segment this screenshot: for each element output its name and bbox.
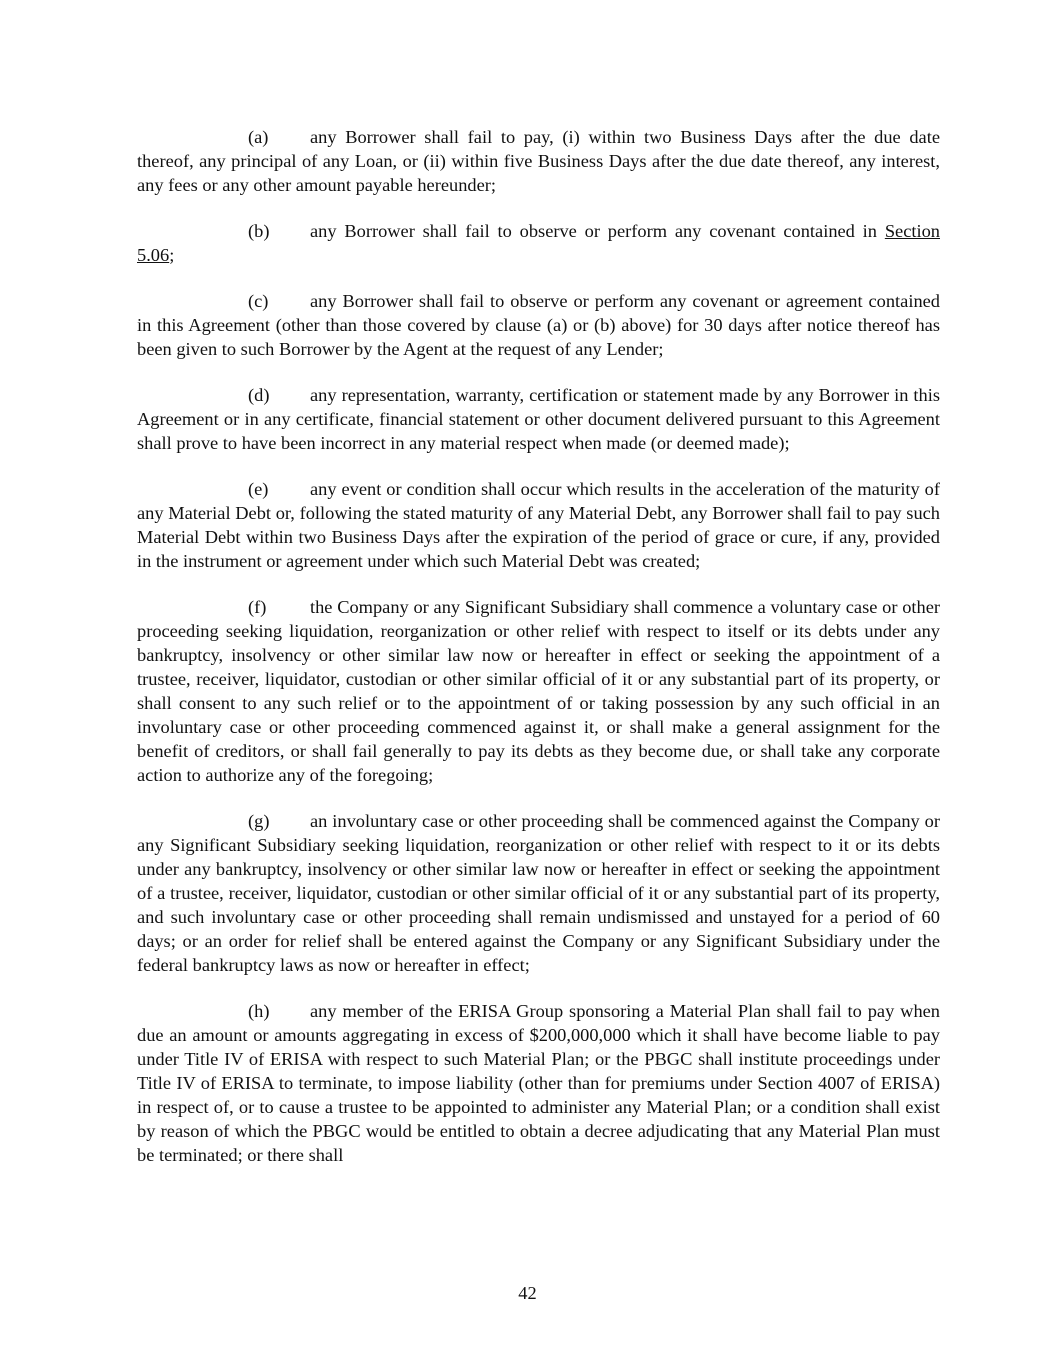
clause-h <box>137 999 940 1167</box>
clause-c-text: any Borrower shall fail to observe or perform any covenant or agreement contained in this Agreement (other than those covered by clause (a) or (b) above) for 30 days after notice thereof has been given to such Borrower by the Agent at the request of any Lender; <box>137 291 940 359</box>
clause-g-text: an involuntary case or other proceeding shall be commenced against the Company or any Significant Subsidiary seeking liquidation, reorganization or other relief with respect to it or its debts under any bankruptcy, insolvency or other similar law now or hereafter in effect or seeking the appointment of a trustee, receiver, liquidator, custodian or other similar official of it or any substantial part of its property, and such involuntary case or other proceeding shall remain undismissed and unstayed for a period of 60 days; or an order for relief shall be entered against the Company or any Significant Subsidiary under the federal bankruptcy laws as now or hereafter in effect; <box>137 811 940 975</box>
clause-c <box>137 289 940 361</box>
clause-a <box>137 125 940 197</box>
clause-d-text: any representation, warranty, certification or statement made by any Borrower in this Agreement or in any certificate, financial statement or other document delivered pursuant to this Agreement shall prove to have been incorrect in any material respect when made (or deemed made); <box>137 385 940 453</box>
clause-e-label: (e) <box>248 479 269 499</box>
clause-f <box>137 595 940 787</box>
clause-b <box>137 219 940 267</box>
clause-h-text: any member of the ERISA Group sponsoring a Material Plan shall fail to pay when due an amount or amounts aggregating in excess of $200,000,000 which it shall have become liable to pay under Title IV of ERISA with respect to such Material Plan; or the PBGC shall institute proceedings under Title IV of ERISA to terminate, to impose liability (other than for premiums under Section 4007 of ERISA) in respect of, or to cause a trustee to be appointed to administer any Material Plan; or a condition shall exist by reason of which the PBGC would be entitled to obtain a decree adjudicating that any Material Plan must be terminated; or there shall <box>137 1001 940 1165</box>
clause-h-label: (h) <box>248 1001 270 1021</box>
clause-d-label: (d) <box>248 385 270 405</box>
clause-b-text: any Borrower shall fail to observe or perform any covenant contained in <box>310 221 877 241</box>
clause-a-label: (a) <box>248 127 269 147</box>
document-body <box>137 125 940 1189</box>
clause-g <box>137 809 940 977</box>
clause-f-text: the Company or any Significant Subsidiary shall commence a voluntary case or other proceeding seeking liquidation, reorganization or other relief with respect to itself or its debts under any bankruptcy, insolvency or other similar law now or hereafter in effect or seeking the appointment of a trustee, receiver, liquidator, custodian or other similar official of it or any substantial part of its property, or shall consent to any such relief or to the appointment of or taking possession by any such official in an involuntary case or other proceeding commenced against it, or shall make a general assignment for the benefit of creditors, or shall fail generally to pay its debts as they become due, or shall take any corporate action to authorize any of the foregoing; <box>137 597 940 785</box>
clause-g-label: (g) <box>248 811 270 831</box>
clause-e <box>137 477 940 573</box>
clause-d <box>137 383 940 455</box>
clause-a-text: any Borrower shall fail to pay, (i) within two Business Days after the due date thereof, any principal of any Loan, or (ii) within five Business Days after the due date thereof, any interest, any fees or any other amount payable hereunder; <box>137 127 940 195</box>
clause-b-label: (b) <box>248 221 270 241</box>
clause-e-text: any event or condition shall occur which results in the acceleration of the maturity of any Material Debt or, following the stated maturity of any Material Debt, any Borrower shall fail to pay such Material Debt within two Business Days after the expiration of the period of grace or cure, if any, provided in the instrument or agreement under which such Material Debt was created; <box>137 479 940 571</box>
section-reference: Section 5.06 <box>137 221 940 265</box>
clause-c-label: (c) <box>248 291 269 311</box>
page-number: 42 <box>518 1283 537 1303</box>
clause-f-label: (f) <box>248 597 267 617</box>
clause-b-tail: ; <box>169 245 175 265</box>
